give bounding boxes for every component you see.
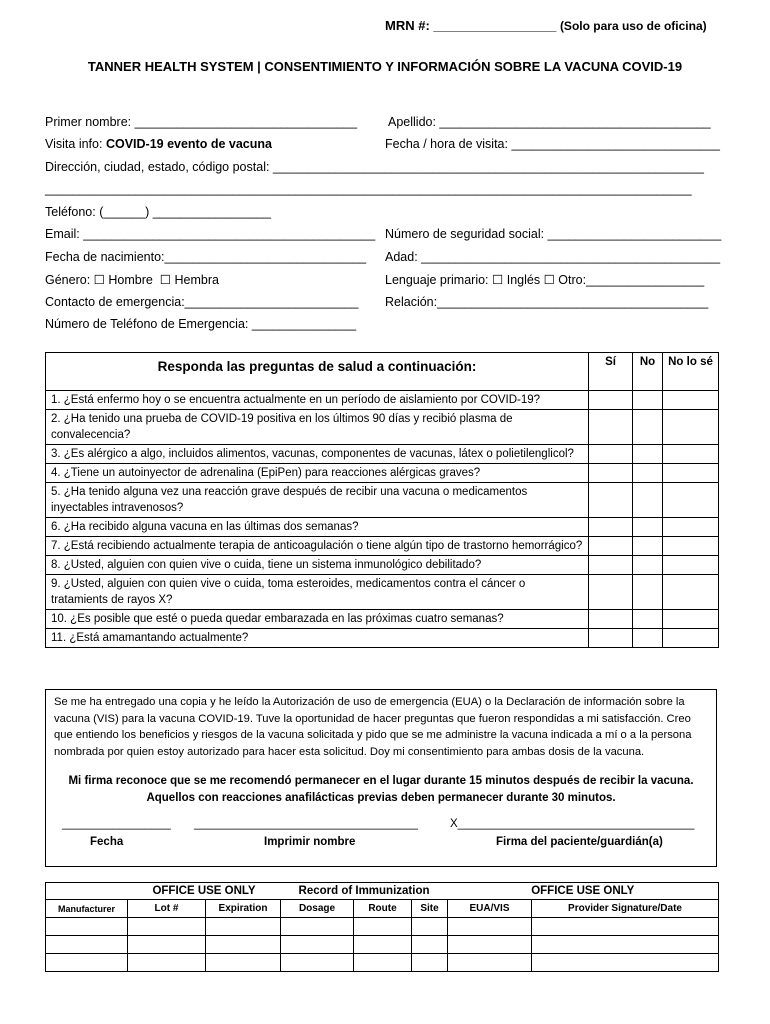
office-cell[interactable] (281, 936, 354, 954)
question-row (46, 575, 719, 610)
office-use-table (45, 882, 719, 972)
office-col-header: Route (354, 900, 412, 918)
answer-no-cell[interactable] (633, 629, 663, 648)
address-field[interactable]: Dirección, ciudad, estado, código postal: ______________________________________________________________ (45, 160, 704, 174)
question-text: 10. ¿Es posible que esté o pueda quedar embarazada en las próximas cuatro semanas? (46, 610, 589, 629)
question-text: 2. ¿Ha tenido una prueba de COVID-19 positiva en los últimos 90 días y recibió plasma de convalecencia? (46, 410, 589, 445)
office-cell[interactable] (46, 936, 128, 954)
question-text: 8. ¿Usted, alguien con quien vive o cuida, tiene un sistema inmunológico debilitado? (46, 556, 589, 575)
consent-notice-line1: Mi firma reconoce que se me recomendó permanecer en el lugar durante 15 minutos después de recibir la vacuna. (68, 775, 694, 787)
office-cell[interactable] (532, 918, 719, 936)
question-row (46, 391, 719, 410)
col-unknown: No lo sé (663, 353, 719, 391)
answer-no-cell[interactable] (633, 537, 663, 556)
question-text: 9. ¿Usted, alguien con quien vive o cuida, toma esteroides, medicamentos contra el cáncer o tratamients de rayos X? (46, 575, 589, 610)
gender-row (45, 272, 219, 287)
answer-no-cell[interactable] (633, 575, 663, 610)
answer-yes-cell[interactable] (589, 410, 633, 445)
office-col-header: Lot # (128, 900, 206, 918)
office-cell[interactable] (46, 954, 128, 972)
language-label: Lenguaje primario: (385, 273, 489, 287)
age-field[interactable]: Adad: ___________________________________________ (385, 250, 721, 264)
question-row (46, 483, 719, 518)
answer-unknown-cell[interactable] (663, 556, 719, 575)
dob-field[interactable]: Fecha de nacimiento:_____________________________ (45, 250, 367, 264)
gender-label: Género: (45, 273, 91, 287)
answer-unknown-cell[interactable] (663, 518, 719, 537)
checkbox-male[interactable]: ☐ (93, 273, 105, 287)
answer-unknown-cell[interactable] (663, 610, 719, 629)
office-col-header: Provider Signature/Date (532, 900, 719, 918)
question-row (46, 464, 719, 483)
emergency-contact-field[interactable]: Contacto de emergencia:_________________________ (45, 295, 359, 309)
form-title: TANNER HEALTH SYSTEM | CONSENTIMIENTO Y INFORMACIÓN SOBRE LA VACUNA COVID-19 (87, 59, 683, 74)
question-row (46, 445, 719, 464)
answer-yes-cell[interactable] (589, 483, 633, 518)
answer-no-cell[interactable] (633, 518, 663, 537)
address-line2-field[interactable]: _____________________________________________________________________________________________ (45, 182, 692, 196)
office-use-right: OFFICE USE ONLY (448, 883, 719, 900)
visit-datetime-field[interactable]: Fecha / hora de visita: ______________________________ (385, 137, 721, 151)
office-cell[interactable] (128, 918, 206, 936)
office-cell[interactable] (206, 936, 281, 954)
print-name-label: Imprimir nombre (264, 836, 356, 848)
answer-unknown-cell[interactable] (663, 575, 719, 610)
answer-no-cell[interactable] (633, 483, 663, 518)
answer-unknown-cell[interactable] (663, 629, 719, 648)
answer-yes-cell[interactable] (589, 537, 633, 556)
answer-yes-cell[interactable] (589, 391, 633, 410)
checkbox-english[interactable]: ☐ (492, 273, 504, 287)
office-cell[interactable] (46, 918, 128, 936)
question-row (46, 556, 719, 575)
question-row (46, 537, 719, 556)
ssn-field[interactable]: Número de seguridad social: _________________________ (385, 227, 722, 241)
email-field[interactable]: Email: __________________________________________ (45, 227, 376, 241)
relation-field[interactable]: Relación:_______________________________________ (385, 295, 709, 309)
mrn-label: MRN #: _________________ (385, 18, 557, 33)
office-row (46, 954, 719, 972)
signature-label: Firma del paciente/guardián(a) (496, 836, 663, 848)
answer-no-cell[interactable] (633, 410, 663, 445)
emergency-phone-field[interactable]: Número de Teléfono de Emergencia: _______________ (45, 317, 357, 331)
health-questions-table (45, 352, 719, 648)
gender-male-label: Hombre (108, 273, 153, 287)
question-text: 6. ¿Ha recibido alguna vacuna en las últimas dos semanas? (46, 518, 589, 537)
answer-yes-cell[interactable] (589, 610, 633, 629)
question-text: 11. ¿Está amamantando actualmente? (46, 629, 589, 648)
office-row (46, 936, 719, 954)
answer-yes-cell[interactable] (589, 464, 633, 483)
answer-yes-cell[interactable] (589, 518, 633, 537)
office-cell[interactable] (448, 918, 532, 936)
visit-info (45, 137, 272, 151)
answer-yes-cell[interactable] (589, 575, 633, 610)
phone-field[interactable]: Teléfono: (______) _________________ (45, 205, 271, 219)
consent-notice-line2: Aquellos con reacciones anafilácticas previas deben permanecer durante 30 minutos. (146, 791, 616, 804)
office-col-header: Site (412, 900, 448, 918)
office-col-header: Expiration (206, 900, 281, 918)
question-text: 3. ¿Es alérgico a algo, incluidos alimentos, vacunas, componentes de vacunas, látex o polietilenglicol? (46, 445, 589, 464)
print-name-line[interactable]: ___________________________________ (194, 818, 418, 830)
office-col-header: Dosage (281, 900, 354, 918)
col-yes: Sí (589, 353, 633, 391)
office-cell[interactable] (532, 936, 719, 954)
question-row (46, 610, 719, 629)
checkbox-other[interactable]: ☐ (543, 273, 555, 287)
language-other-field[interactable]: Otro:_________________ (558, 273, 705, 287)
answer-unknown-cell[interactable] (663, 464, 719, 483)
answer-yes-cell[interactable] (589, 445, 633, 464)
question-text: 4. ¿Tiene un autoinyector de adrenalina (EpiPen) para reacciones alérgicas graves? (46, 464, 589, 483)
answer-unknown-cell[interactable] (663, 391, 719, 410)
question-row (46, 518, 719, 537)
office-cell[interactable] (412, 936, 448, 954)
office-cell[interactable] (354, 954, 412, 972)
date-label: Fecha (90, 836, 124, 848)
office-cell[interactable] (354, 936, 412, 954)
office-row (46, 918, 719, 936)
gender-female-label: Hembra (174, 273, 219, 287)
answer-no-cell[interactable] (633, 610, 663, 629)
office-cell[interactable] (448, 954, 532, 972)
record-of-immunization: Record of Immunization (281, 883, 448, 900)
language-english-label: Inglés (506, 273, 541, 287)
office-cell[interactable] (281, 918, 354, 936)
answer-no-cell[interactable] (633, 391, 663, 410)
answer-yes-cell[interactable] (589, 629, 633, 648)
office-cell[interactable] (532, 954, 719, 972)
consent-box (45, 689, 717, 867)
office-cell[interactable] (281, 954, 354, 972)
visit-info-value: COVID-19 evento de vacuna (105, 137, 272, 151)
office-col-header: EUA/VIS (448, 900, 532, 918)
question-row (46, 410, 719, 445)
answer-unknown-cell[interactable] (663, 483, 719, 518)
mrn-note: (Solo para uso de oficina) (559, 19, 707, 33)
date-line[interactable]: _________________ (62, 818, 171, 830)
office-cell[interactable] (354, 918, 412, 936)
office-use-left: OFFICE USE ONLY (128, 883, 281, 900)
signature-line[interactable]: X_____________________________________ (450, 818, 695, 830)
health-heading: Responda las preguntas de salud a continuación: (46, 353, 589, 391)
question-text: 7. ¿Está recibiendo actualmente terapia de anticoagulación o tiene algún tipo de trastorno hemorrágico? (46, 537, 589, 556)
question-text: 1. ¿Está enfermo hoy o se encuentra actualmente en un período de aislamiento por COVID-19? (46, 391, 589, 410)
office-cell[interactable] (128, 936, 206, 954)
mrn-line (385, 18, 707, 33)
answer-no-cell[interactable] (633, 556, 663, 575)
first-name-field[interactable]: Primer nombre: ________________________________ (45, 115, 358, 129)
office-cell[interactable] (412, 954, 448, 972)
office-cell[interactable] (448, 936, 532, 954)
answer-no-cell[interactable] (633, 445, 663, 464)
answer-unknown-cell[interactable] (663, 445, 719, 464)
answer-yes-cell[interactable] (589, 556, 633, 575)
office-cell[interactable] (412, 918, 448, 936)
consent-notice (46, 773, 716, 806)
answer-unknown-cell[interactable] (663, 410, 719, 445)
question-text: 5. ¿Ha tenido alguna vez una reacción grave después de recibir una vacuna o medicamentos inyectables intravenosos? (46, 483, 589, 518)
question-row (46, 629, 719, 648)
office-cell[interactable] (128, 954, 206, 972)
last-name-field[interactable]: Apellido: _______________________________________ (388, 115, 711, 129)
consent-text: Se me ha entregado una copia y he leído la Autorización de uso de emergencia (EUA) o la Declaración de información sobre la vacuna (VIS) para la vacuna COVID-19. Tuve la oportunidad de hacer preguntas que fueron respondidas a mi satisfacción. Creo que entiendo los beneficios y riesgos de la vacuna solicitada y pido que se me administre la vacuna indicada a mí o a la persona nombrada por quien estoy autorizado para hacer esta solicitud. Doy mi consentimiento para ambas dosis de la vacuna. (54, 696, 692, 758)
answer-no-cell[interactable] (633, 464, 663, 483)
visit-info-label: Visita info: (45, 137, 103, 151)
checkbox-female[interactable]: ☐ (159, 273, 171, 287)
answer-unknown-cell[interactable] (663, 537, 719, 556)
language-row (385, 272, 704, 287)
office-cell[interactable] (206, 954, 281, 972)
office-cell[interactable] (206, 918, 281, 936)
col-no: No (633, 353, 663, 391)
office-col-header: Manufacturer (46, 900, 128, 918)
